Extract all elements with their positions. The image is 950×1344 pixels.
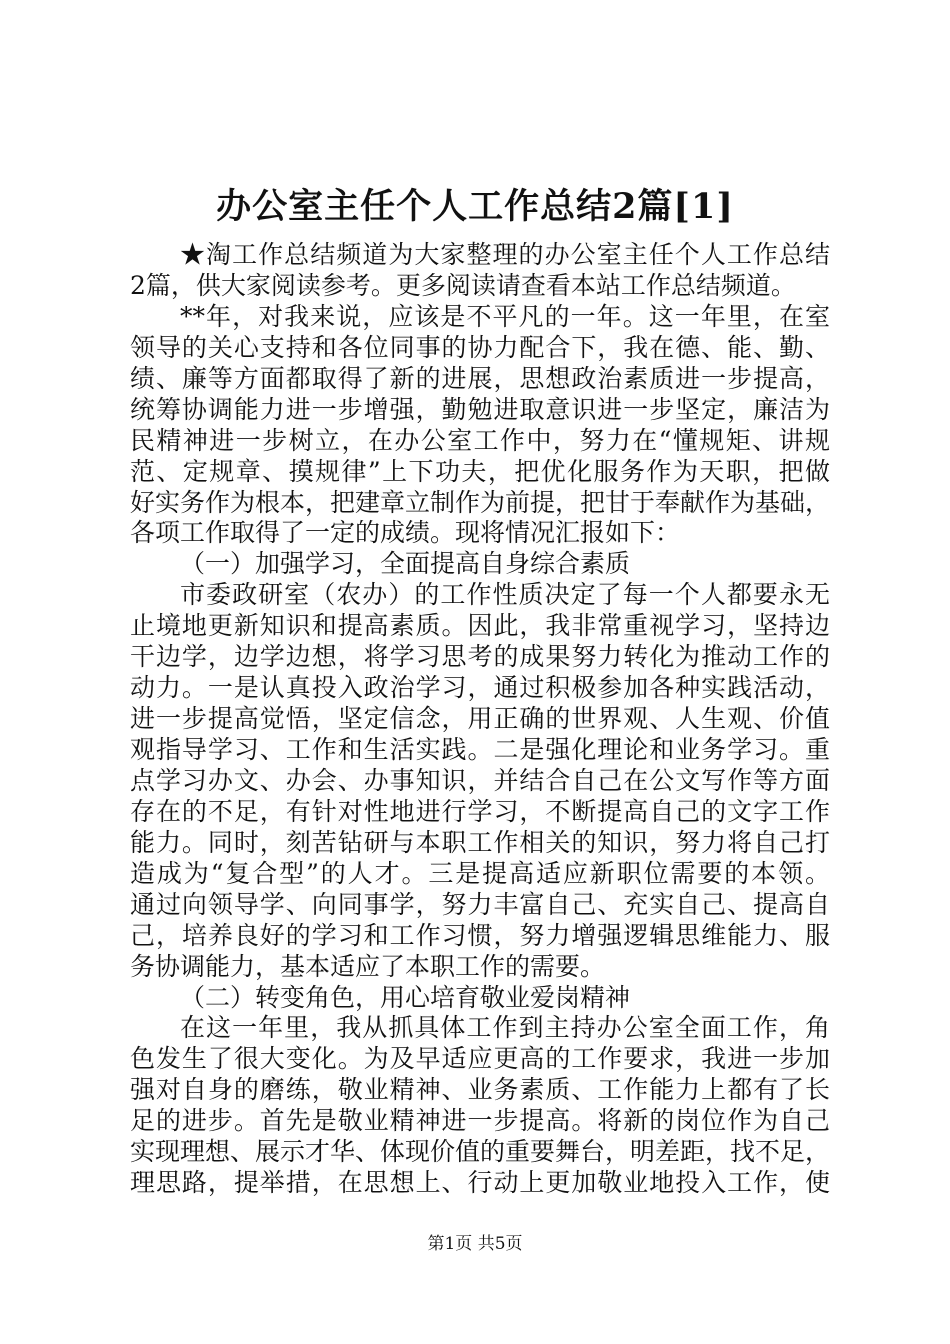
body-line: 领导的关心支持和各位同事的协力配合下，我在德、能、勤、 [130,332,830,362]
body-line: ★淘工作总结频道为大家整理的办公室主任个人工作总结 [180,240,830,269]
body-line: 统筹协调能力进一步增强，勤勉进取意识进一步坚定，廉洁为 [130,394,830,424]
body-line: 务协调能力，基本适应了本职工作的需要。 [130,951,606,981]
body-line: 2篇，供大家阅读参考。更多阅读请查看本站工作总结频道。 [130,270,796,300]
body-line: 民精神进一步树立，在办公室工作中，努力在“懂规矩、讲规 [130,425,830,455]
body-line: 造成为“复合型”的人才。三是提高适应新职位需要的本领。 [130,858,830,888]
body-line: 进一步提高觉悟，坚定信念，用正确的世界观、人生观、价值 [130,704,830,734]
body-line: 在这一年里，我从抓具体工作到主持办公室全面工作，角 [180,1013,830,1043]
body-line: 动力。一是认真投入政治学习，通过积极参加各种实践活动， [130,673,830,703]
body-line: 干边学，边学边想，将学习思考的成果努力转化为推动工作的 [130,642,830,672]
body-line: 通过向领导学、向同事学，努力丰富自己、充实自己、提高自 [130,889,830,919]
document-body [130,240,830,1199]
body-line: 观指导学习、工作和生活实践。二是强化理论和业务学习。重 [130,735,830,764]
body-line: 各项工作取得了一定的成绩。现将情况汇报如下： [130,518,681,548]
page-footer: 第1页 共5页 [427,1234,523,1254]
body-line: 好实务作为根本，把建章立制作为前提，把甘于奉献作为基础， [130,487,831,517]
body-line: 止境地更新知识和提高素质。因此，我非常重视学习，坚持边 [130,611,830,641]
body-line: （二）转变角色，用心培育敬业爱岗精神 [180,982,631,1012]
body-line: 理思路，提举措，在思想上、行动上更加敬业地投入工作，使 [130,1168,830,1198]
body-line: 强对自身的磨练，敬业精神、业务素质、工作能力上都有了长 [130,1075,830,1105]
body-line: 点学习办文、办会、办事知识，并结合自己在公文写作等方面 [130,765,830,795]
body-line: 实现理想、展示才华、体现价值的重要舞台，明差距，找不足， [130,1137,831,1167]
body-line: 存在的不足，有针对性地进行学习，不断提高自己的文字工作 [130,796,830,826]
document-title: 办公室主任个人工作总结2篇[1] [216,186,734,227]
body-line: 能力。同时，刻苦钻研与本职工作相关的知识，努力将自己打 [130,827,830,857]
body-line: 己，培养良好的学习和工作习惯，努力增强逻辑思维能力、服 [130,920,830,950]
body-line: 市委政研室（农办）的工作性质决定了每一个人都要永无 [180,580,830,610]
body-line: 范、定规章、摸规律”上下功夫，把优化服务作为天职，把做 [130,456,830,486]
body-line: （一）加强学习，全面提高自身综合素质 [180,549,631,579]
body-line: **年，对我来说，应该是不平凡的一年。这一年里，在室 [180,301,830,331]
body-line: 绩、廉等方面都取得了新的进展，思想政治素质进一步提高， [130,363,830,393]
body-line: 色发生了很大变化。为及早适应更高的工作要求，我进一步加 [130,1044,830,1074]
body-line: 足的进步。首先是敬业精神进一步提高。将新的岗位作为自己 [130,1106,830,1136]
